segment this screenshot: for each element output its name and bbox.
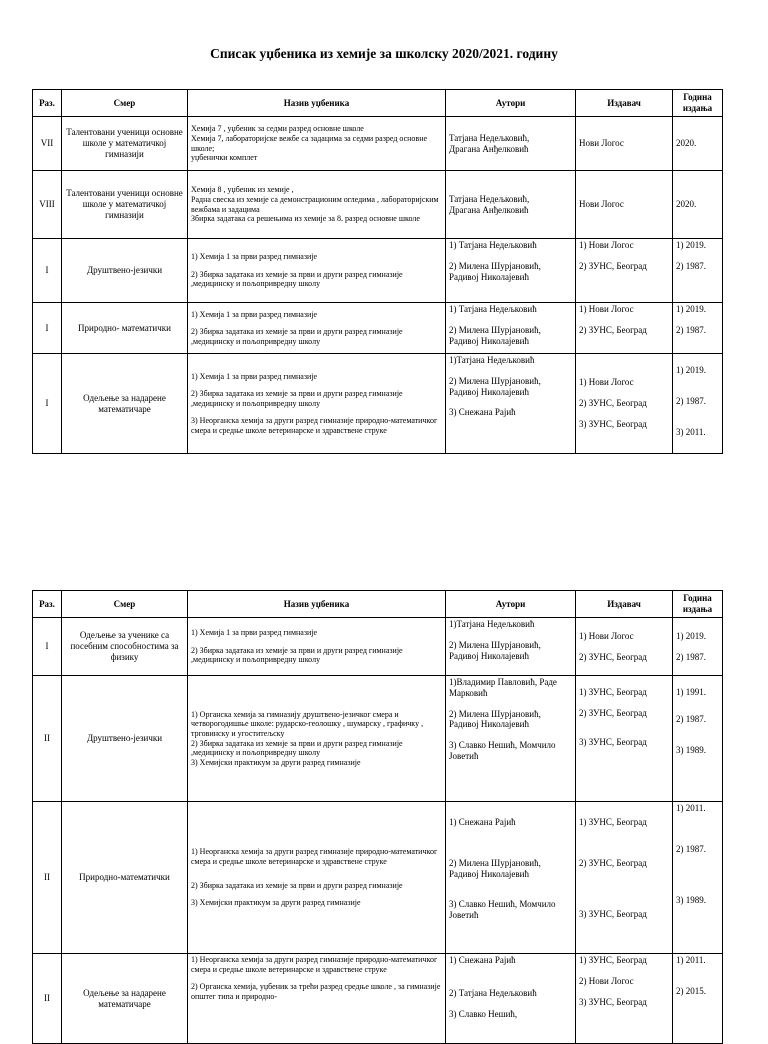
- table-row: [33, 171, 723, 239]
- author-line: 1) Татјана Недељковић: [449, 240, 537, 250]
- publisher-line: 2) ЗУНС, Београд: [579, 857, 647, 868]
- naziv-line: уџбенички комплет: [191, 153, 258, 163]
- author-line: 1) Снежана Рајић: [449, 955, 516, 965]
- header-row: [33, 591, 723, 618]
- naziv-line: Збирка задатака са решењима из хемије за 8. разред основне школе: [191, 214, 420, 224]
- author-line: 2) Милена Шурјановић, Радивој Николајевић: [449, 324, 541, 346]
- cell-autori: [446, 117, 576, 171]
- naziv-line: Хемија 8 , уџбеник из хемије ,: [191, 185, 294, 195]
- author-line: 2) Милена Шурјановић, Радивој Николајевић: [449, 857, 541, 879]
- naziv-line: 2) Збирка задатака из хемије за први и други разред гимназије ,медицинску и пољопривредну школу: [191, 327, 403, 346]
- author-line: 3) Славко Нешић,: [449, 1008, 518, 1019]
- year-line: 1) 2019.: [676, 240, 706, 250]
- cell-godina: [673, 239, 723, 303]
- cell-raz: II: [33, 802, 62, 954]
- cell-izdavac: [576, 954, 673, 1044]
- publisher-line: 3) ЗУНС, Београд: [579, 736, 647, 747]
- document-title: Списак уџбеника из хемије за школску 2020/2021. годину: [210, 46, 558, 61]
- cell-izdavac: [576, 303, 673, 354]
- cell-autori: [446, 354, 576, 454]
- publisher-line: 2) ЗУНС, Београд: [579, 398, 647, 409]
- publisher-line: 1) ЗУНС, Београд: [579, 955, 647, 965]
- table-row: [33, 802, 723, 954]
- cell-smer: Природно-математички: [62, 802, 188, 954]
- cell-godina: [673, 117, 723, 171]
- year-line: 2) 1987.: [676, 843, 706, 854]
- author-line: 1)Владимир Павловић, Раде Марковић: [449, 677, 557, 698]
- publisher-line: 2) ЗУНС, Београд: [579, 260, 647, 271]
- cell-izdavac: [576, 802, 673, 954]
- cell-naziv: [188, 303, 446, 354]
- cell-naziv: [188, 618, 446, 676]
- cell-naziv: [188, 954, 446, 1044]
- cell-godina: [673, 676, 723, 802]
- publisher-line: 1) Нови Логос: [579, 630, 634, 641]
- cell-godina: [673, 354, 723, 454]
- year-line: 2) 1987.: [676, 651, 706, 662]
- publisher-line: 2) ЗУНС, Београд: [579, 651, 647, 662]
- naziv-line: 1) Неорганска хемија за други разред гимназије природно-математичког смера и средње школе ветеринарске и здравствене струке: [191, 847, 438, 866]
- table-row: [33, 676, 723, 802]
- cell-raz: I: [33, 239, 62, 303]
- naziv-line: 2) Збирка задатака из хемије за први и други разред гимназије ,медицинску и пољопривредну школу: [191, 269, 403, 289]
- table-row: [33, 117, 723, 171]
- naziv-line: 2) Збирка задатака из хемије за први и други разред гимназије ,медицинску и пољопривредну школу: [191, 738, 403, 758]
- author-line: 1)Татјана Недељковић: [449, 619, 535, 629]
- table-row: [33, 954, 723, 1044]
- cell-naziv: [188, 676, 446, 802]
- naziv-line: 1) Неорганска хемија за други разред гимназије природно-математичког смера и средње школе ветеринарске и здравствене струке: [191, 955, 438, 974]
- cell-smer: Одељење за ученике са посебним способностима за физику: [62, 618, 188, 676]
- cell-autori: [446, 303, 576, 354]
- cell-smer: Талентовани ученици основне школе у математичкој гимназији: [62, 117, 188, 171]
- header-izdavac: Издавач: [576, 591, 673, 618]
- publisher-line: 2) ЗУНС, Београд: [579, 707, 647, 718]
- cell-raz: II: [33, 676, 62, 802]
- header-row: [33, 90, 723, 117]
- year-line: 3) 2011.: [676, 426, 706, 437]
- naziv-line: 1) Органска хемија за гимназију друштвено-језичког смера и четворогодишње школе: рударско-геолошку , шумарску , графичку , трговинску и угоститељску: [191, 709, 424, 738]
- textbook-table-1: [32, 89, 723, 454]
- publisher-line: Нови Логос: [579, 199, 624, 210]
- naziv-line: 2) Збирка задатака из хемије за први и други разред гимназије: [191, 880, 403, 890]
- naziv-line: 2) Органска хемија, уџбеник за трећи разред средње школе , за гимназије општег типа и природно-: [191, 982, 441, 1001]
- cell-godina: [673, 954, 723, 1044]
- year-line: 1) 2011.: [676, 803, 706, 813]
- cell-naziv: [188, 354, 446, 454]
- header-godina: Година издања: [673, 90, 723, 117]
- author-line: Татјана Недељковић,: [449, 193, 530, 204]
- cell-izdavac: [576, 171, 673, 239]
- author-line: 2) Милена Шурјановић, Радивој Николајевић: [449, 708, 541, 730]
- author-line: Татјана Недељковић,: [449, 132, 530, 143]
- naziv-line: 1) Хемија 1 за први разред гимназије: [191, 628, 318, 638]
- year-line: 1) 2019.: [676, 365, 706, 375]
- naziv-line: 1) Хемија 1 за први разред гимназије: [191, 371, 318, 381]
- author-line: 1) Татјана Недељковић: [449, 304, 537, 314]
- author-line: 1)Татјана Недељковић: [449, 355, 535, 365]
- cell-raz: II: [33, 954, 62, 1044]
- cell-izdavac: [576, 117, 673, 171]
- cell-autori: [446, 954, 576, 1044]
- header-autori: Аутори: [446, 591, 576, 618]
- table-row: [33, 303, 723, 354]
- naziv-line: 3) Хемијски практикум за други разред гимназије: [191, 757, 361, 767]
- publisher-line: 3) ЗУНС, Београд: [579, 418, 647, 429]
- cell-smer: Природно- математички: [62, 303, 188, 354]
- year-line: 3) 1989.: [676, 744, 706, 755]
- header-naziv: Назив уџбеника: [188, 90, 446, 117]
- year-line: 2) 1987.: [676, 324, 706, 335]
- year-line: 2020.: [676, 138, 697, 149]
- publisher-line: 1) ЗУНС, Београд: [579, 687, 647, 697]
- cell-godina: [673, 618, 723, 676]
- year-line: 1) 2019.: [676, 304, 706, 314]
- table-row: [33, 239, 723, 303]
- publisher-line: 1) Нови Логос: [579, 377, 634, 388]
- publisher-line: 3) ЗУНС, Београд: [579, 908, 647, 919]
- naziv-line: 2) Збирка задатака из хемије за први и други разред гимназије ,медицинску и пољопривредну школу: [191, 389, 403, 408]
- cell-autori: [446, 171, 576, 239]
- cell-smer: Одељење за надарене математичаре: [62, 954, 188, 1044]
- author-line: 3) Снежана Рајић: [449, 407, 516, 418]
- naziv-line: 3) Хемијски практикум за други разред гимназије: [191, 898, 361, 908]
- header-izdavac: Издавач: [576, 90, 673, 117]
- cell-raz: I: [33, 618, 62, 676]
- publisher-line: 3) ЗУНС, Београд: [579, 996, 647, 1007]
- header-godina: Година издања: [673, 591, 723, 618]
- author-line: Драгана Анђелковић: [449, 204, 529, 215]
- year-line: 1) 2019.: [676, 630, 706, 641]
- table-row: [33, 354, 723, 454]
- cell-raz: I: [33, 303, 62, 354]
- table-row: [33, 618, 723, 676]
- author-line: Драгана Анђелковић: [449, 143, 529, 154]
- author-line: 2) Милена Шурјановић, Радивој Николајевић: [449, 375, 541, 397]
- cell-smer: Друштвено-језички: [62, 239, 188, 303]
- cell-raz: VIII: [33, 171, 62, 239]
- header-naziv: Назив уџбеника: [188, 591, 446, 618]
- cell-raz: I: [33, 354, 62, 454]
- cell-autori: [446, 618, 576, 676]
- author-line: 1) Снежана Рајић: [449, 817, 516, 827]
- naziv-line: 3) Неорганска хемија за други разред гимназије природно-математичког смера и средње школе ветеринарске и здравствене струке: [191, 416, 438, 435]
- author-line: 2) Милена Шурјановић, Радивој Николајевић: [449, 260, 541, 282]
- year-line: 2) 1987.: [676, 260, 706, 271]
- header-raz: Раз.: [33, 90, 62, 117]
- header-raz: Раз.: [33, 591, 62, 618]
- publisher-line: Нови Логос: [579, 138, 624, 149]
- author-line: 2) Милена Шурјановић, Радивој Николајевић: [449, 639, 541, 661]
- cell-smer: Талентовани ученици основне школе у математичкој гимназији: [62, 171, 188, 239]
- naziv-line: Хемија 7 , уџбеник за седми разред основне школе: [191, 124, 364, 134]
- cell-naziv: [188, 117, 446, 171]
- author-line: 3) Славко Нешић, Момчило Јоветић: [449, 740, 556, 761]
- cell-godina: [673, 802, 723, 954]
- header-smer: Смер: [62, 90, 188, 117]
- year-line: 1) 2011.: [676, 955, 706, 965]
- cell-naziv: [188, 802, 446, 954]
- cell-izdavac: [576, 676, 673, 802]
- year-line: 2) 1987.: [676, 713, 706, 724]
- publisher-line: 1) ЗУНС, Београд: [579, 817, 647, 827]
- cell-godina: [673, 303, 723, 354]
- cell-izdavac: [576, 618, 673, 676]
- naziv-line: 1) Хемија 1 за први разред гимназије: [191, 252, 318, 262]
- textbook-table-2: [32, 590, 723, 1044]
- publisher-line: 2) ЗУНС, Београд: [579, 324, 647, 335]
- year-line: 1) 1991.: [676, 687, 706, 697]
- cell-godina: [673, 171, 723, 239]
- cell-raz: VII: [33, 117, 62, 171]
- year-line: 2020.: [676, 199, 697, 210]
- author-line: 3) Славко Нешић, Момчило Јоветић: [449, 899, 556, 921]
- cell-izdavac: [576, 239, 673, 303]
- cell-smer: Одељење за надарене математичаре: [62, 354, 188, 454]
- cell-smer: Друштвено-језички: [62, 676, 188, 802]
- naziv-line: Радна свеска из хемије са демонстрационим огледима , лабораторијским вежбама и задацима: [191, 194, 439, 214]
- publisher-line: 1) Нови Логос: [579, 240, 634, 250]
- cell-izdavac: [576, 354, 673, 454]
- cell-autori: [446, 239, 576, 303]
- year-line: 2) 2015.: [676, 985, 706, 996]
- cell-autori: [446, 676, 576, 802]
- publisher-line: 1) Нови Логос: [579, 304, 634, 314]
- cell-naziv: [188, 239, 446, 303]
- header-autori: Аутори: [446, 90, 576, 117]
- cell-naziv: [188, 171, 446, 239]
- author-line: 2) Татјана Недељковић: [449, 987, 537, 998]
- year-line: 3) 1989.: [676, 894, 706, 905]
- header-smer: Смер: [62, 591, 188, 618]
- naziv-line: 2) Збирка задатака из хемије за први и други разред гимназије ,медицинску и пољопривредну школу: [191, 645, 403, 665]
- publisher-line: 2) Нови Логос: [579, 975, 634, 986]
- cell-autori: [446, 802, 576, 954]
- naziv-line: 1) Хемија 1 за први разред гимназије: [191, 309, 318, 319]
- year-line: 2) 1987.: [676, 395, 706, 406]
- naziv-line: Хемија 7, лабораторијске вежбе са задацима за седми разред основне школе;: [191, 133, 428, 153]
